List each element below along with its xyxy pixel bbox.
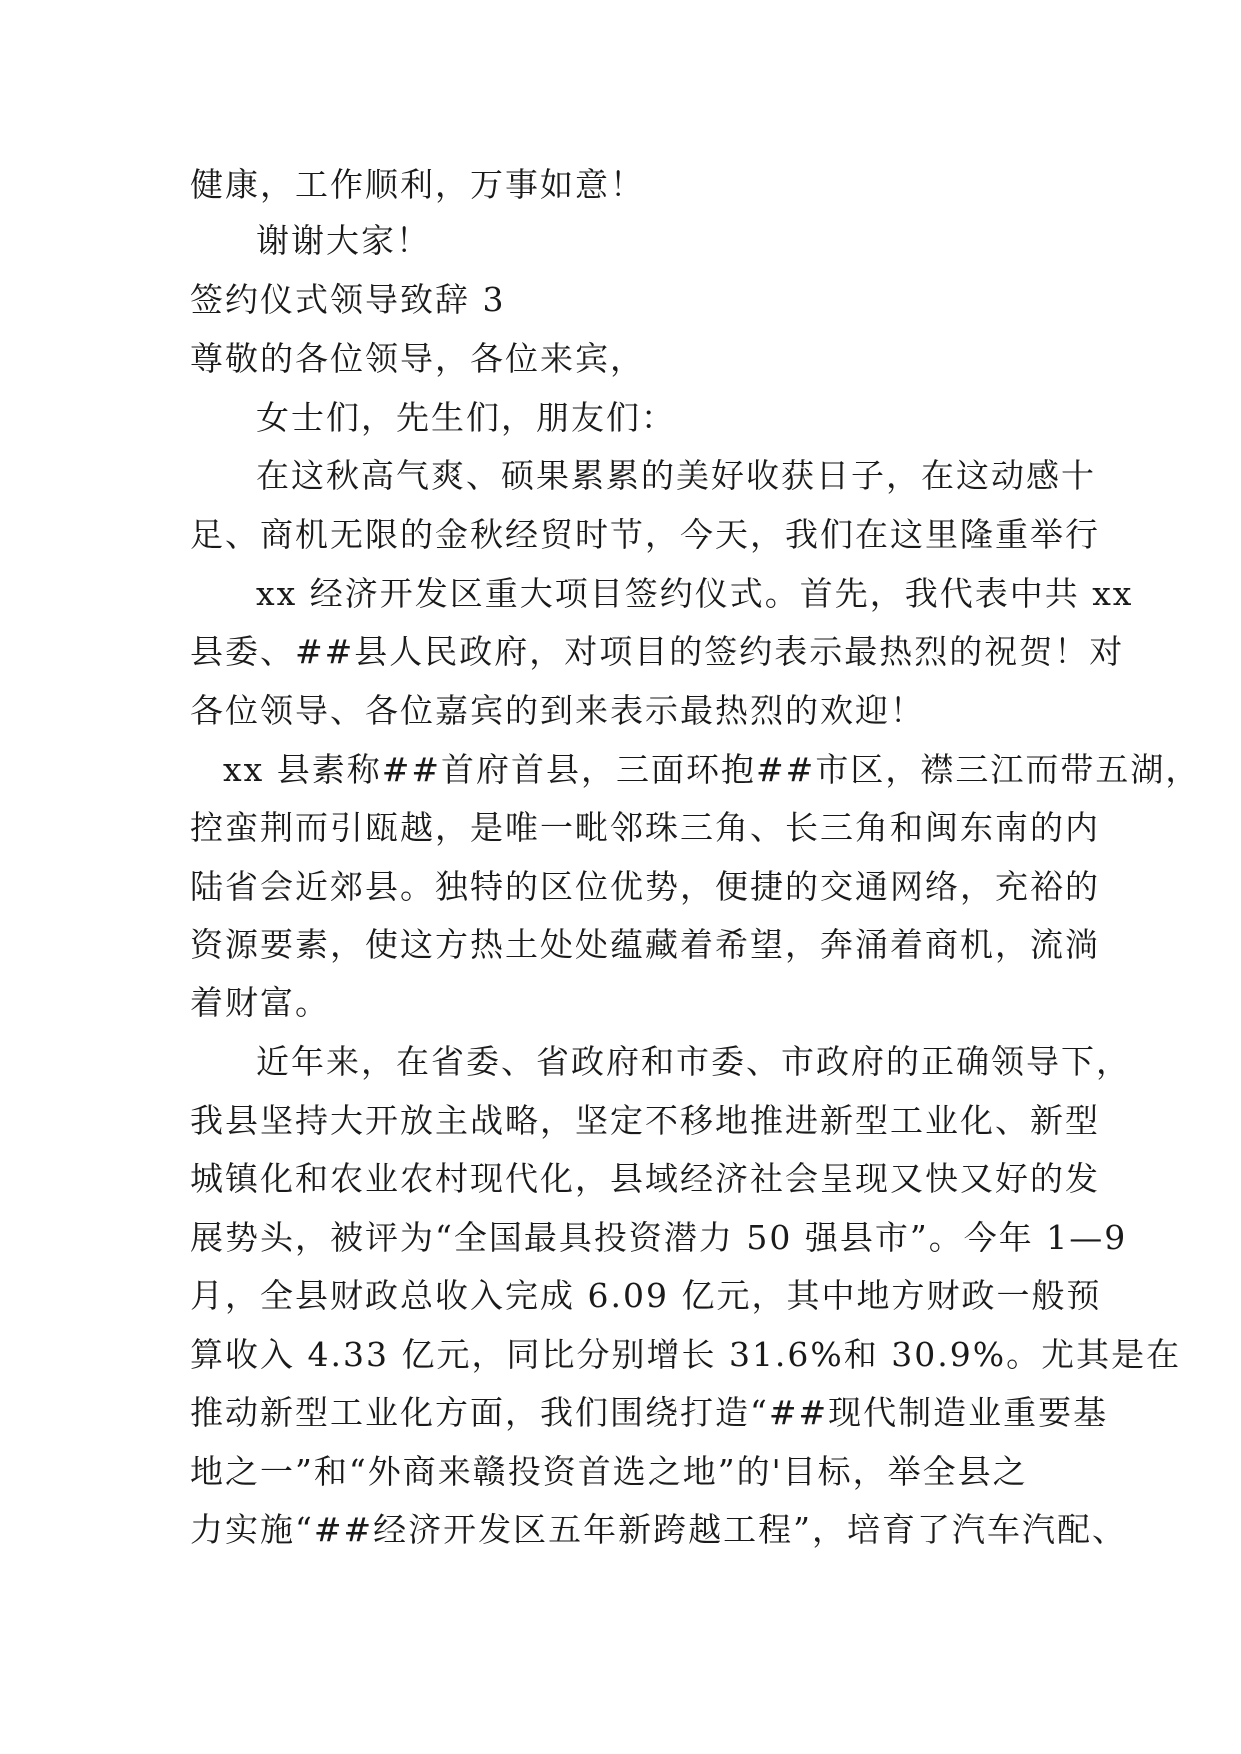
text-line: 在这秋高气爽、硕果累累的美好收获日子，在这动感十 (256, 456, 1096, 495)
text-line: 展势头，被评为“全国最具投资潜力 50 强县市”。今年 1—9 (190, 1218, 1128, 1257)
text-line: 月，全县财政总收入完成 6.09 亿元，其中地方财政一般预 (190, 1276, 1102, 1315)
text-line: 着财富。 (190, 983, 330, 1022)
text-line: 算收入 4.33 亿元，同比分别增长 31.6%和 30.9%。尤其是在 (190, 1335, 1182, 1374)
text-line: 资源要素，使这方热土处处蕴藏着希望，奔涌着商机，流淌 (190, 925, 1100, 964)
text-line: 谢谢大家！ (256, 221, 431, 260)
text-line: xx 经济开发区重大项目签约仪式。首先，我代表中共 xx (256, 574, 1134, 613)
text-line: 力实施“##经济开发区五年新跨越工程”，培育了汽车汽配、 (190, 1510, 1128, 1549)
text-line: 地之一”和“外商来赣投资首选之地”的'目标，举全县之 (190, 1452, 1028, 1491)
text-line: 县委、##县人民政府，对项目的签约表示最热烈的祝贺！对 (190, 632, 1125, 671)
text-line: 健康，工作顺利，万事如意！ (190, 165, 645, 204)
text-line: 足、商机无限的金秋经贸时节，今天，我们在这里隆重举行 (190, 515, 1100, 554)
text-line: 近年来，在省委、省政府和市委、市政府的正确领导下， (256, 1042, 1131, 1081)
text-line: 控蛮荆而引瓯越，是唯一毗邻珠三角、长三角和闽东南的内 (190, 808, 1100, 847)
salutation: 尊敬的各位领导，各位来宾， (190, 339, 645, 378)
section-heading: 签约仪式领导致辞 3 (190, 280, 506, 319)
text-line: 各位领导、各位嘉宾的到来表示最热烈的欢迎！ (190, 691, 925, 730)
text-line: 推动新型工业化方面，我们围绕打造“##现代制造业重要基 (190, 1393, 1109, 1432)
salutation: 女士们，先生们，朋友们： (256, 398, 676, 437)
text-line: 我县坚持大开放主战略，坚定不移地推进新型工业化、新型 (190, 1101, 1100, 1140)
text-line: 城镇化和农业农村现代化，县域经济社会呈现又快又好的发 (190, 1159, 1100, 1198)
text-line: xx 县素称##首府首县，三面环抱##市区，襟三江而带五湖， (223, 750, 1201, 789)
text-line: 陆省会近郊县。独特的区位优势，便捷的交通网络，充裕的 (190, 867, 1100, 906)
